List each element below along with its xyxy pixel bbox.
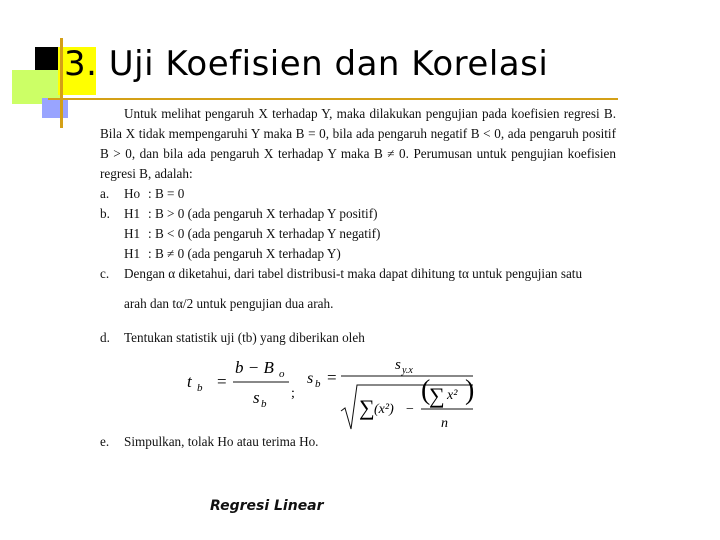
svg-text:=: = (217, 372, 227, 391)
item-e-label: e. (100, 434, 110, 449)
item-a-hypothesis: Ho (124, 186, 141, 201)
item-d-text: Tentukan statistik uji (tb) yang diberikan oleh (124, 330, 365, 345)
item-c-text-line1: Dengan α diketahui, dari tabel distribusi-t maka dapat dihitung tα untuk pengujian satu (124, 266, 583, 281)
formula-n: n (441, 416, 448, 431)
formula-x2: (x²) (374, 402, 394, 417)
formula-sum1: ∑ (359, 395, 375, 420)
item-e-text: Simpulkan, tolak Ho atau terima Ho. (124, 434, 319, 449)
item-d-label: d. (100, 330, 110, 345)
item-b2-hypothesis: H1 (124, 226, 141, 241)
item-b2-text: : B < 0 (ada pengaruh X terhadap Y negatif) (148, 226, 381, 241)
item-b3-hypothesis: H1 (124, 246, 141, 261)
formula-syx-sub: y.x (402, 365, 413, 376)
footer-label: Regresi Linear (210, 498, 324, 514)
formula-t: t (187, 372, 192, 391)
formula-separator: ; (291, 386, 295, 401)
slide-content-end (100, 432, 616, 452)
formula-numerator-sub: o (279, 368, 285, 380)
decor-vertical-line (60, 38, 63, 128)
svg-text:): ) (465, 375, 475, 406)
item-a-label: a. (100, 186, 110, 201)
test-statistic-formula (185, 355, 485, 435)
item-a (100, 184, 616, 204)
item-c (100, 264, 616, 284)
item-c-label: c. (100, 266, 110, 281)
item-a-text: : B = 0 (148, 186, 185, 201)
item-b-label: b. (100, 206, 110, 221)
formula-sb-sub: b (315, 378, 321, 390)
item-b1 (100, 204, 616, 224)
formula-x2b: x² (447, 388, 458, 403)
decor-horizontal-line (48, 98, 618, 100)
svg-text:(: ( (421, 375, 431, 406)
intro-paragraph: Untuk melihat pengaruh X terhadap Y, maka dilakukan pengujian pada koefisien regresi B. Bila X tidak mempengaruhi Y maka B = 0, bila ada pengaruh negatif B < 0, ada pengaruh positif B > 0, dan bila ada pengaruh X terhadap Y maka B ≠ 0. Perumusan untuk pengujian koefisien regresi B, adalah: (100, 106, 616, 181)
item-c-cont (100, 294, 616, 314)
item-b1-text: : B > 0 (ada pengaruh X terhadap Y positif) (148, 206, 378, 221)
formula-t-sub: b (197, 382, 203, 394)
formula-syx: s (395, 357, 401, 373)
item-b1-hypothesis: H1 (124, 206, 141, 221)
formula-denominator-sub: b (261, 398, 267, 410)
item-d (100, 328, 616, 348)
decor-blue-square (42, 98, 68, 118)
formula-minus: − (406, 402, 414, 417)
formula-denominator: s (253, 388, 260, 407)
slide-title: 3. Uji Koefisien dan Korelasi (64, 44, 549, 84)
formula-sb: s (307, 370, 314, 387)
svg-text:=: = (327, 368, 337, 387)
item-b3-text: : B ≠ 0 (ada pengaruh X terhadap Y) (148, 246, 341, 261)
slide-content (100, 104, 616, 348)
item-e (100, 432, 616, 452)
formula-sum2: ∑ (429, 383, 445, 408)
item-c-text-line2: arah dan tα/2 untuk pengujian dua arah. (124, 296, 334, 311)
item-b3 (100, 244, 616, 264)
item-b2 (100, 224, 616, 244)
formula-numerator: b − B (235, 358, 274, 377)
